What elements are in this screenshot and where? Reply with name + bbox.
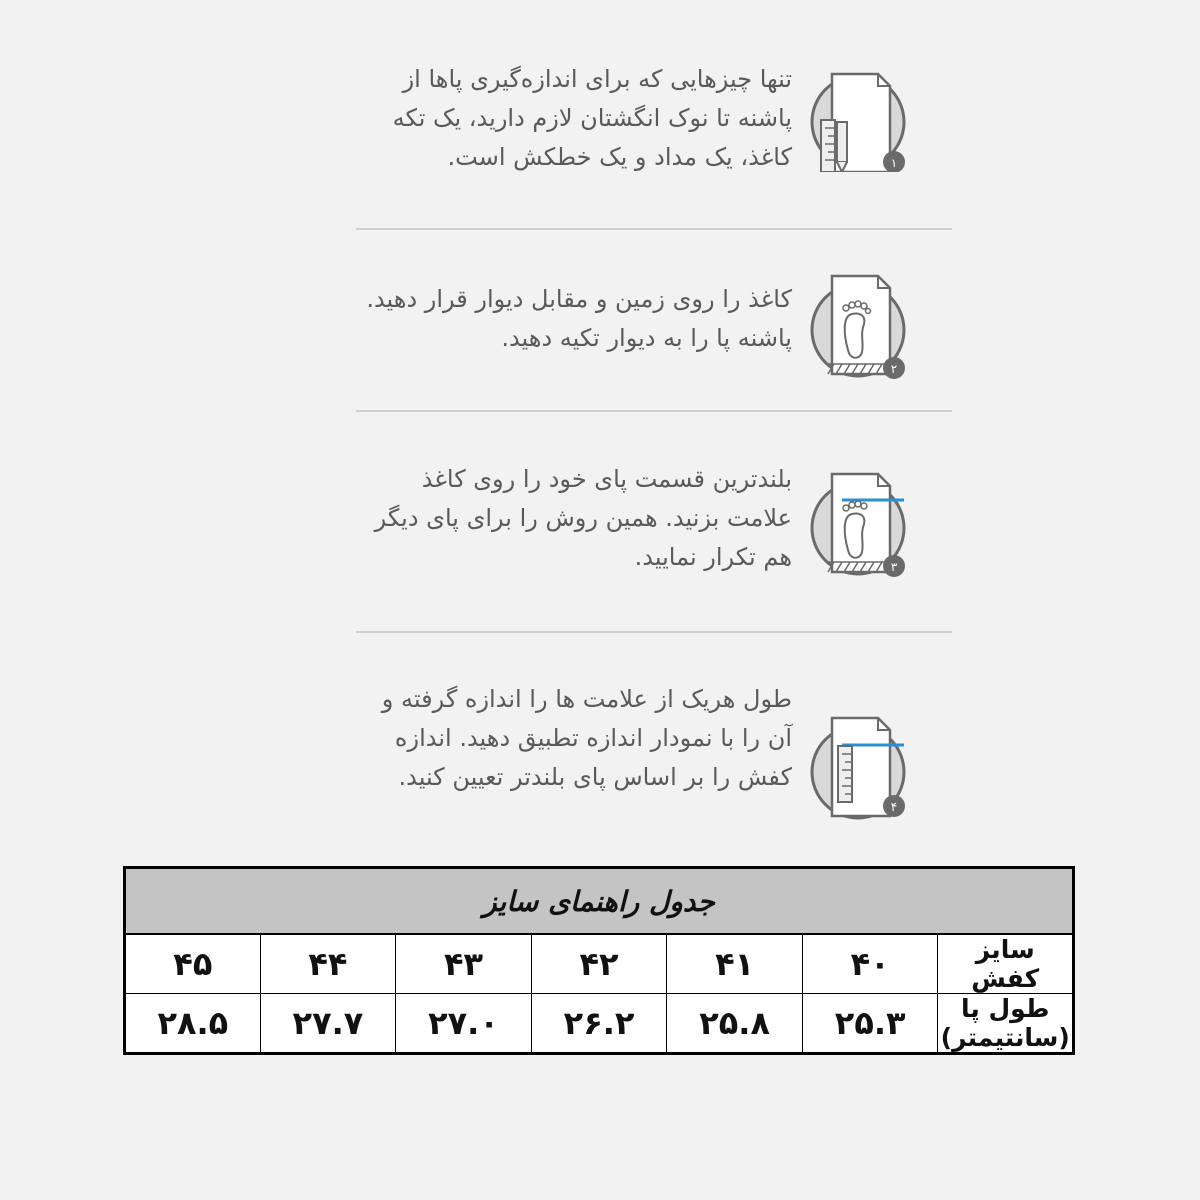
step-4-text: طول هریک از علامت ها را اندازه گرفته و آن را با نمودار اندازه تطبیق دهید. اندازه کفش را بر اساس پای بلندتر تعیین کنید. <box>381 685 792 791</box>
size-cell: ۴۴ <box>260 934 396 994</box>
length-cell: ۲۵.۳ <box>802 994 938 1054</box>
step-2 <box>356 280 952 400</box>
paper-footprint-mark-icon <box>806 470 916 582</box>
paper-ruler-mark-icon <box>806 712 916 824</box>
size-cell: ۴۲ <box>531 934 667 994</box>
length-cell: ۲۵.۸ <box>667 994 803 1054</box>
length-cell: ۲۷.۷ <box>260 994 396 1054</box>
svg-text:٣: ٣ <box>890 560 898 574</box>
size-cell: ۴۵ <box>125 934 261 994</box>
step-3-text: بلندترین قسمت پای خود را روی کاغذ علامت بزنید. همین روش را برای پای دیگر هم تکرار نمایید. <box>374 465 792 571</box>
size-row-label: سایز کفش <box>938 934 1074 994</box>
table-row-lengths <box>125 994 1074 1054</box>
table-title: جدول راهنمای سایز <box>125 868 1074 935</box>
divider-1 <box>356 228 952 230</box>
size-guide-table <box>123 866 1075 1055</box>
paper-ruler-pencil-icon <box>806 60 916 172</box>
step-1-text: تنها چیزهایی که برای اندازه‌گیری پاها از پاشنه تا نوک انگشتان لازم دارید، یک تکه کاغذ، یک مداد و یک خطکش است. <box>392 65 792 171</box>
step-3 <box>356 460 952 580</box>
svg-text:٢: ٢ <box>890 362 898 376</box>
size-cell: ۴۳ <box>396 934 532 994</box>
length-cell: ۲۸.۵ <box>125 994 261 1054</box>
divider-3 <box>356 631 952 633</box>
table-row-sizes <box>125 934 1074 994</box>
length-row-label: طول پا (سانتیمتر) <box>938 994 1074 1054</box>
divider-2 <box>356 410 952 412</box>
step-2-text: کاغذ را روی زمین و مقابل دیوار قرار دهید. پاشنه پا را به دیوار تکیه دهید. <box>366 285 792 352</box>
length-cell: ۲۷.۰ <box>396 994 532 1054</box>
size-cell: ۴۱ <box>667 934 803 994</box>
svg-text:۴: ۴ <box>890 800 898 814</box>
size-cell: ۴۰ <box>802 934 938 994</box>
svg-text:١: ١ <box>890 156 898 170</box>
step-1 <box>356 60 952 180</box>
step-4 <box>356 680 952 840</box>
length-cell: ۲۶.۲ <box>531 994 667 1054</box>
paper-footprint-icon <box>806 274 916 386</box>
table-title-row <box>125 868 1074 935</box>
